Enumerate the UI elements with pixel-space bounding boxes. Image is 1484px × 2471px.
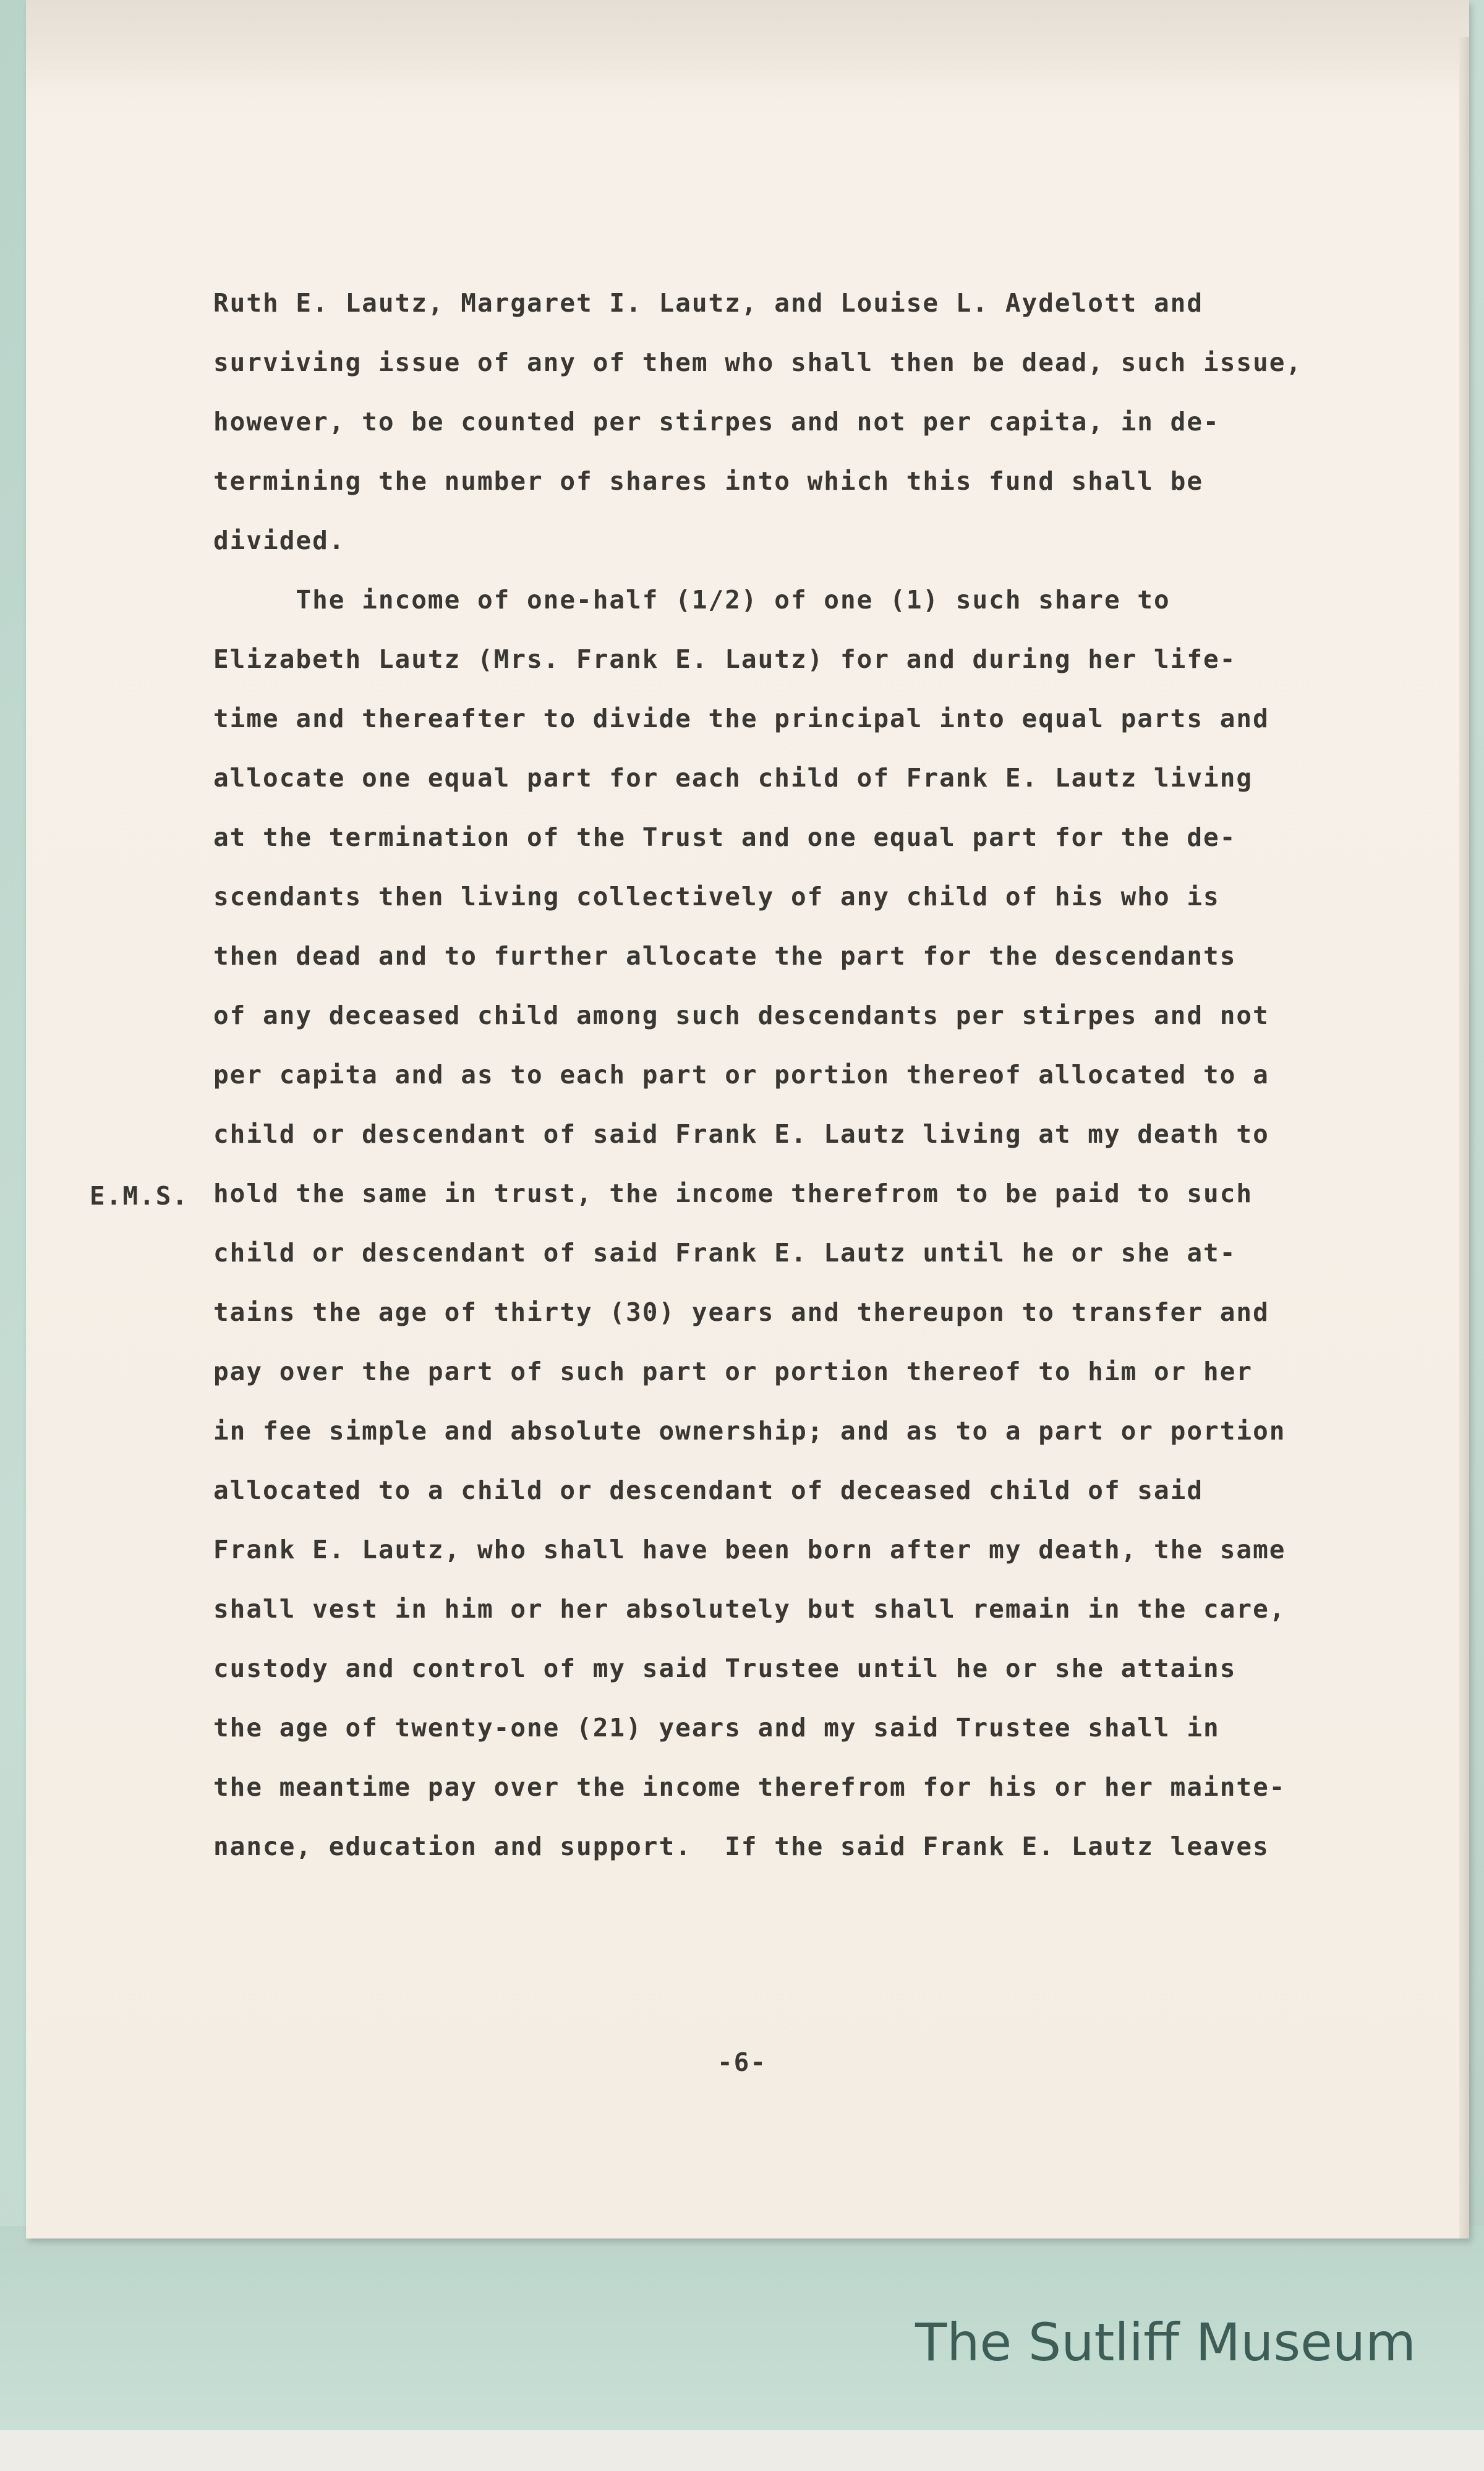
text-line: pay over the part of such part or portion thereof to him or her <box>213 1357 1253 1386</box>
text-line: tains the age of thirty (30) years and thereupon to transfer and <box>213 1297 1269 1327</box>
text-line: custody and control of my said Trustee until he or she attains <box>213 1654 1237 1683</box>
text-line: in fee simple and absolute ownership; and as to a part or portion <box>213 1416 1286 1446</box>
text-line: however, to be counted per stirpes and not per capita, in de- <box>213 407 1220 437</box>
page-top-fold <box>26 0 1469 93</box>
text-line: Ruth E. Lautz, Margaret I. Lautz, and Louise L. Aydelott and <box>213 288 1204 318</box>
text-line: then dead and to further allocate the part for the descendants <box>213 941 1237 971</box>
text-line: the age of twenty-one (21) years and my said Trustee shall in <box>213 1713 1220 1743</box>
document-body <box>213 284 1388 1887</box>
text-line: Elizabeth Lautz (Mrs. Frank E. Lautz) for and during her life- <box>213 644 1237 674</box>
text-line: scendants then living collectively of any child of his who is <box>213 882 1220 911</box>
text-line: of any deceased child among such descendants per stirpes and not <box>213 1001 1269 1030</box>
text-line: shall vest in him or her absolutely but shall remain in the care, <box>213 1594 1286 1624</box>
text-line: the meantime pay over the income therefrom for his or her mainte- <box>213 1772 1286 1802</box>
text-line: time and thereafter to divide the principal into equal parts and <box>213 704 1269 733</box>
text-line: at the termination of the Trust and one equal part for the de- <box>213 822 1237 852</box>
text-line: child or descendant of said Frank E. Lautz until he or she at- <box>213 1238 1237 1268</box>
text-line: divided. <box>213 526 346 555</box>
text-line: allocate one equal part for each child of Frank E. Lautz living <box>213 763 1253 793</box>
museum-watermark: The Sutliff Museum <box>915 2312 1416 2373</box>
page-number: -6- <box>717 2047 767 2077</box>
text-line: per capita and as to each part or portion thereof allocated to a <box>213 1060 1269 1090</box>
text-line: allocated to a child or descendant of deceased child of said <box>213 1475 1204 1505</box>
text-line: Frank E. Lautz, who shall have been born after my death, the same <box>213 1535 1286 1564</box>
text-line: nance, education and support. If the said Frank E. Lautz leaves <box>213 1832 1269 1861</box>
text-line: surviving issue of any of them who shall then be dead, such issue, <box>213 348 1303 377</box>
text-line: child or descendant of said Frank E. Lautz living at my death to <box>213 1119 1269 1149</box>
margin-initials: E.M.S. <box>90 1181 189 1211</box>
page-stack-edge <box>1459 37 1469 2238</box>
text-line: termining the number of shares into which this fund shall be <box>213 466 1204 496</box>
text-line: The income of one-half (1/2) of one (1) such share to <box>213 585 1171 615</box>
text-line: hold the same in trust, the income therefrom to be paid to such <box>213 1179 1253 1208</box>
bottom-paper-edge <box>0 2430 1484 2471</box>
